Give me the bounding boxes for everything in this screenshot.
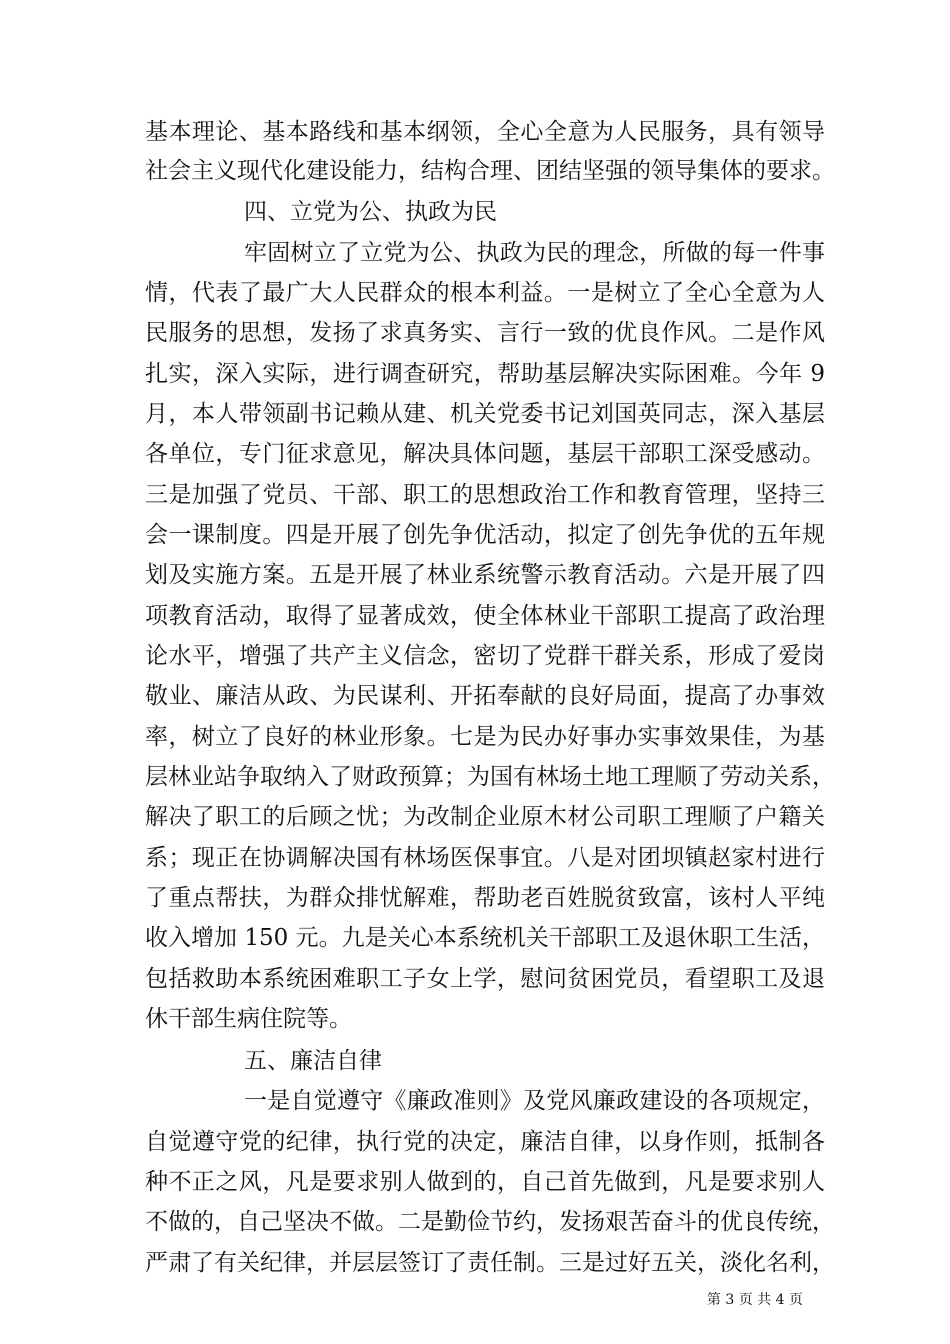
text-line: 民服务的思想，发扬了求真务实、言行一致的优良作风。二是作风 [145,320,825,346]
text-line: 休干部生病住院等。 [145,1006,352,1032]
text-line: 划及实施方案。五是开展了林业系统警示教育活动。六是开展了四 [145,562,825,588]
text-line: 项教育活动，取得了显著成效，使全体林业干部职工提高了政治理 [145,603,825,629]
text-line: 层林业站争取纳入了财政预算；为国有林场土地工理顺了劳动关系， [145,764,835,790]
text-line: 一是自觉遵守《廉政准则》及党风廉政建设的各项规定， [244,1088,825,1114]
text-line: 各单位，专门征求意见，解决具体问题，基层干部职工深受感动。 [145,441,825,467]
text-line: 三是加强了党员、干部、职工的思想政治工作和教育管理，坚持三 [145,482,825,508]
text-line: 系；现正在协调解决国有林场医保事宜。八是对团坝镇赵家村进行 [145,845,825,871]
text-line: 月，本人带领副书记赖从建、机关党委书记刘国英同志，深入基层 [145,401,825,427]
text-line: 社会主义现代化建设能力，结构合理、团结坚强的领导集体的要求。 [145,158,835,184]
section-heading-5: 五、廉洁自律 [244,1048,382,1074]
text-line: 牢固树立了立党为公、执政为民的理念，所做的每一件事 [244,240,825,266]
text-line: 敬业、廉洁从政、为民谋利、开拓奉献的良好局面，提高了办事效 [145,683,825,709]
section-heading-4: 四、立党为公、执政为民 [244,199,497,225]
text-line: 了重点帮扶，为群众排忧解难，帮助老百姓脱贫致富，该村人平纯 [145,885,825,911]
text-line: 基本理论、基本路线和基本纲领，全心全意为人民服务，具有领导 [145,119,825,145]
text-line: 包括救助本系统困难职工子女上学，慰问贫困党员，看望职工及退 [145,966,825,992]
text-line: 严肃了有关纪律，并层层签订了责任制。三是过好五关，淡化名利， [145,1250,835,1276]
text-line: 种不正之风，凡是要求别人做到的，自己首先做到，凡是要求别人 [145,1169,825,1195]
text-line: 情，代表了最广大人民群众的根本利益。一是树立了全心全意为人 [145,280,825,306]
text-line: 不做的，自己坚决不做。二是勤俭节约，发扬艰苦奋斗的优良传统， [145,1209,835,1235]
page-number-footer: 第 3 页 共 4 页 [706,1292,803,1308]
text-line: 率，树立了良好的林业形象。七是为民办好事办实事效果佳，为基 [145,724,825,750]
text-line: 收入增加 150 元。九是关心本系统机关干部职工及退休职工生活， [145,925,825,951]
text-line: 会一课制度。四是开展了创先争优活动，拟定了创先争优的五年规 [145,522,825,548]
text-line: 论水平，增强了共产主义信念，密切了党群干群关系，形成了爱岗 [145,643,825,669]
text-line: 自觉遵守党的纪律，执行党的决定，廉洁自律，以身作则，抵制各 [145,1129,825,1155]
text-line: 扎实，深入实际，进行调查研究，帮助基层解决实际困难。今年 9 [145,361,825,387]
text-line: 解决了职工的后顾之忧；为改制企业原木材公司职工理顺了户籍关 [145,804,825,830]
